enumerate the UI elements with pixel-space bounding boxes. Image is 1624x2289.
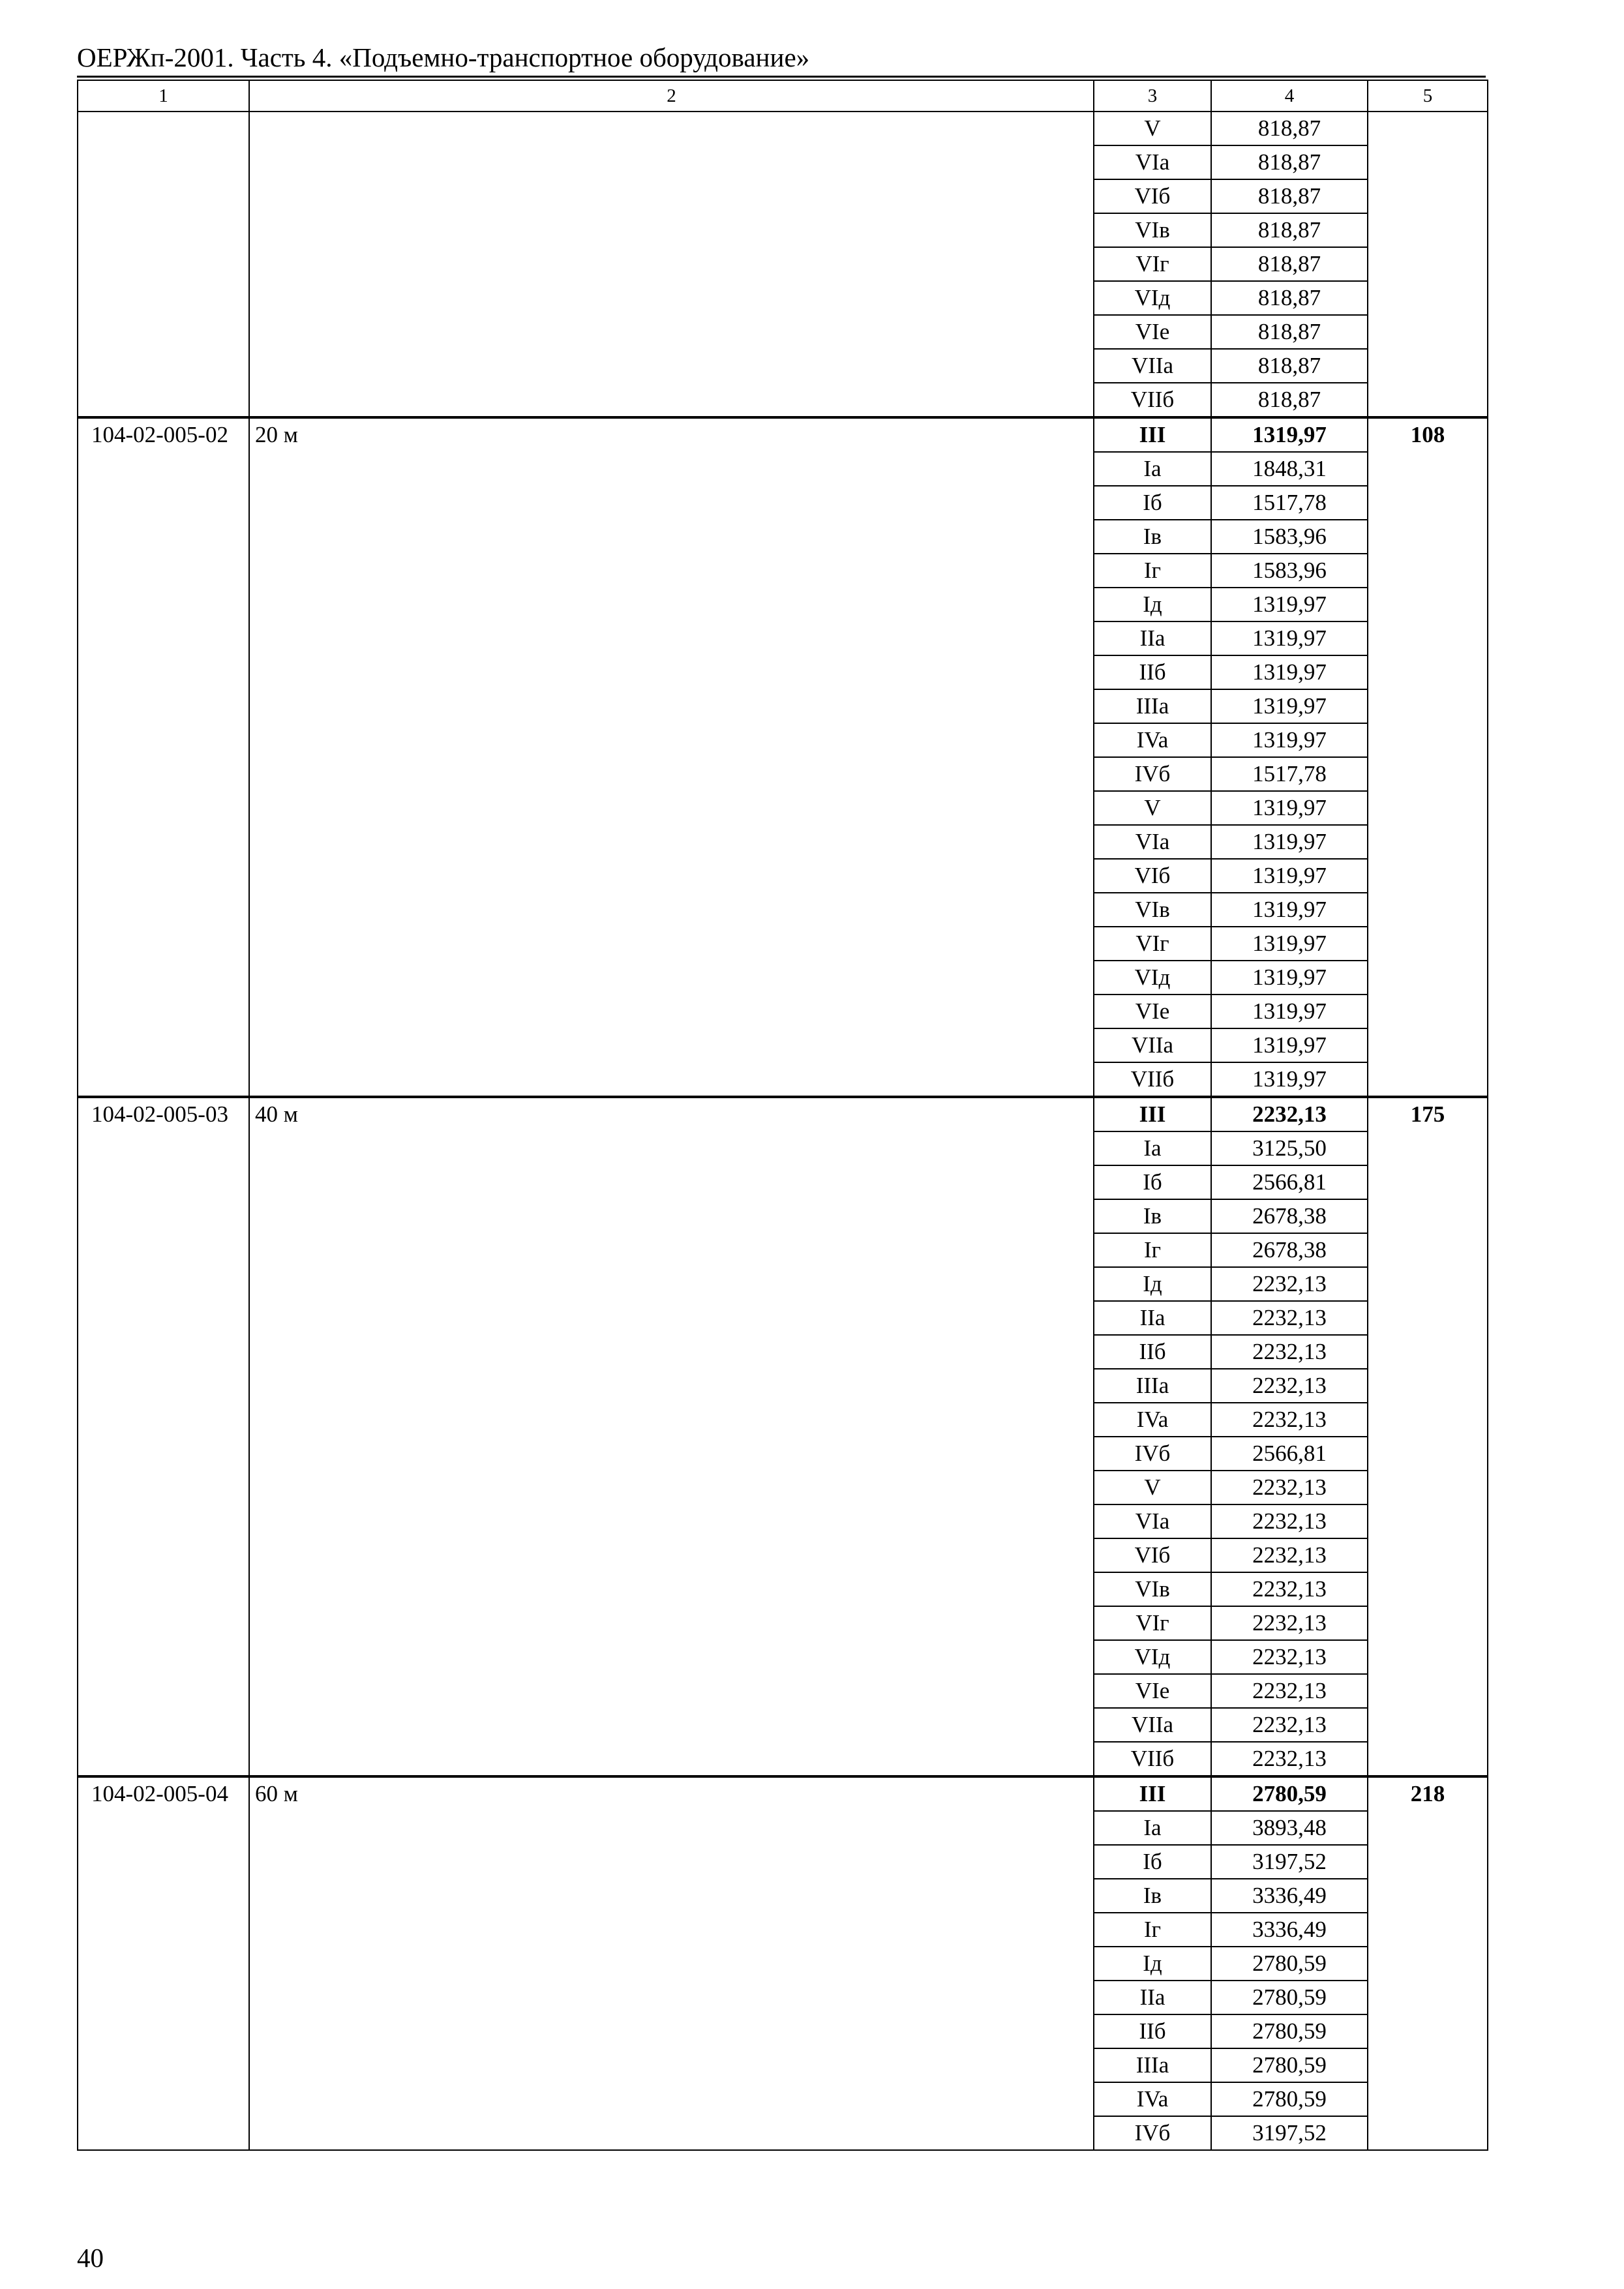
description-cell	[249, 112, 1094, 417]
price-cell: 2232,13	[1211, 1674, 1368, 1708]
region-cell: IVa	[1094, 1403, 1211, 1437]
description-cell: 60 м	[249, 1776, 1094, 2150]
price-cell: 1319,97	[1211, 1028, 1368, 1062]
region-cell: Ia	[1094, 1131, 1211, 1165]
region-cell: VIд	[1094, 281, 1211, 315]
price-cell: 2232,13	[1211, 1742, 1368, 1776]
price-cell: 1319,97	[1211, 417, 1368, 452]
region-cell: Iд	[1094, 588, 1211, 621]
price-cell: 1319,97	[1211, 927, 1368, 961]
price-cell: 1848,31	[1211, 452, 1368, 486]
price-cell: 2232,13	[1211, 1403, 1368, 1437]
price-cell: 818,87	[1211, 281, 1368, 315]
region-cell: Iв	[1094, 520, 1211, 554]
price-cell: 1319,97	[1211, 995, 1368, 1028]
region-cell: VIe	[1094, 315, 1211, 349]
price-cell: 3336,49	[1211, 1913, 1368, 1947]
region-cell: Iб	[1094, 1845, 1211, 1879]
region-cell: VIIa	[1094, 349, 1211, 383]
region-cell: Ia	[1094, 452, 1211, 486]
price-cell: 818,87	[1211, 247, 1368, 281]
price-cell: 2232,13	[1211, 1301, 1368, 1335]
price-cell: 2780,59	[1211, 2082, 1368, 2116]
page-number: 40	[77, 2243, 104, 2273]
code-cell: 104-02-005-04	[78, 1776, 249, 2150]
region-cell: VIa	[1094, 825, 1211, 859]
region-cell: VIг	[1094, 247, 1211, 281]
price-cell: 1319,97	[1211, 893, 1368, 927]
price-cell: 2566,81	[1211, 1437, 1368, 1471]
region-cell: IIб	[1094, 655, 1211, 689]
price-cell: 1319,97	[1211, 961, 1368, 995]
table-row	[78, 1097, 1488, 1131]
region-cell: V	[1094, 112, 1211, 145]
price-cell: 2232,13	[1211, 1267, 1368, 1301]
region-cell: VIв	[1094, 893, 1211, 927]
price-cell: 1319,97	[1211, 859, 1368, 893]
region-cell: Ia	[1094, 1811, 1211, 1845]
price-cell: 1319,97	[1211, 689, 1368, 723]
region-cell: VIд	[1094, 1640, 1211, 1674]
region-cell: VIIб	[1094, 1062, 1211, 1097]
region-cell: Iб	[1094, 486, 1211, 520]
price-cell: 2232,13	[1211, 1708, 1368, 1742]
price-cell: 818,87	[1211, 315, 1368, 349]
region-cell: VIe	[1094, 1674, 1211, 1708]
price-cell: 2780,59	[1211, 2014, 1368, 2048]
labor-cell: 175	[1368, 1097, 1488, 1776]
price-cell: 818,87	[1211, 349, 1368, 383]
region-cell: V	[1094, 1471, 1211, 1504]
price-cell: 2780,59	[1211, 1981, 1368, 2014]
region-cell: Iг	[1094, 554, 1211, 588]
price-cell: 2780,59	[1211, 1776, 1368, 1811]
table-row	[78, 417, 1488, 452]
description-cell: 40 м	[249, 1097, 1094, 1776]
price-cell: 1319,97	[1211, 621, 1368, 655]
price-cell: 1319,97	[1211, 655, 1368, 689]
price-cell: 2232,13	[1211, 1504, 1368, 1538]
region-cell: IVa	[1094, 2082, 1211, 2116]
column-number-cell: 2	[249, 80, 1094, 112]
region-cell: VIб	[1094, 859, 1211, 893]
region-cell: III	[1094, 1776, 1211, 1811]
price-cell: 2232,13	[1211, 1335, 1368, 1369]
price-cell: 2232,13	[1211, 1606, 1368, 1640]
region-cell: Iд	[1094, 1947, 1211, 1981]
region-cell: VIe	[1094, 995, 1211, 1028]
region-cell: IIa	[1094, 1981, 1211, 2014]
price-cell: 1319,97	[1211, 825, 1368, 859]
region-cell: III	[1094, 417, 1211, 452]
price-cell: 1319,97	[1211, 723, 1368, 757]
region-cell: VIб	[1094, 179, 1211, 213]
column-number-cell: 5	[1368, 80, 1488, 112]
price-cell: 3336,49	[1211, 1879, 1368, 1913]
price-cell: 818,87	[1211, 383, 1368, 417]
region-cell: VIa	[1094, 1504, 1211, 1538]
price-cell: 818,87	[1211, 213, 1368, 247]
region-cell: IVб	[1094, 2116, 1211, 2150]
region-cell: V	[1094, 791, 1211, 825]
price-cell: 3125,50	[1211, 1131, 1368, 1165]
price-cell: 2678,38	[1211, 1199, 1368, 1233]
region-cell: VIб	[1094, 1538, 1211, 1572]
price-cell: 2232,13	[1211, 1538, 1368, 1572]
price-cell: 2780,59	[1211, 1947, 1368, 1981]
region-cell: Iг	[1094, 1233, 1211, 1267]
labor-cell	[1368, 112, 1488, 417]
region-cell: Iв	[1094, 1199, 1211, 1233]
price-cell: 3197,52	[1211, 2116, 1368, 2150]
region-cell: VIг	[1094, 927, 1211, 961]
region-cell: Iб	[1094, 1165, 1211, 1199]
column-number-cell: 4	[1211, 80, 1368, 112]
page-header-title: ОЕРЖп-2001. Часть 4. «Подъемно-транспортное оборудование»	[77, 42, 810, 72]
price-cell: 818,87	[1211, 179, 1368, 213]
price-cell: 2780,59	[1211, 2048, 1368, 2082]
code-cell: 104-02-005-03	[78, 1097, 249, 1776]
region-cell: Iд	[1094, 1267, 1211, 1301]
region-cell: IIIa	[1094, 1369, 1211, 1403]
code-cell: 104-02-005-02	[78, 417, 249, 1097]
price-table	[77, 80, 1488, 2151]
region-cell: Iв	[1094, 1879, 1211, 1913]
price-cell: 1319,97	[1211, 791, 1368, 825]
price-cell: 2232,13	[1211, 1369, 1368, 1403]
price-cell: 2678,38	[1211, 1233, 1368, 1267]
region-cell: Iг	[1094, 1913, 1211, 1947]
price-cell: 2232,13	[1211, 1471, 1368, 1504]
column-number-row	[78, 80, 1488, 112]
price-cell: 2566,81	[1211, 1165, 1368, 1199]
region-cell: IVб	[1094, 757, 1211, 791]
region-cell: IVб	[1094, 1437, 1211, 1471]
price-table-body	[78, 80, 1488, 2150]
region-cell: III	[1094, 1097, 1211, 1131]
region-cell: IIa	[1094, 621, 1211, 655]
region-cell: IVa	[1094, 723, 1211, 757]
column-number-cell: 1	[78, 80, 249, 112]
region-cell: VIв	[1094, 1572, 1211, 1606]
region-cell: VIIa	[1094, 1028, 1211, 1062]
price-cell: 1517,78	[1211, 486, 1368, 520]
price-cell: 3197,52	[1211, 1845, 1368, 1879]
labor-cell: 108	[1368, 417, 1488, 1097]
header-rule	[77, 76, 1486, 78]
code-cell	[78, 112, 249, 417]
price-cell: 1319,97	[1211, 588, 1368, 621]
description-cell: 20 м	[249, 417, 1094, 1097]
region-cell: VIIб	[1094, 1742, 1211, 1776]
price-cell: 818,87	[1211, 145, 1368, 179]
price-cell: 3893,48	[1211, 1811, 1368, 1845]
region-cell: VIв	[1094, 213, 1211, 247]
price-cell: 1517,78	[1211, 757, 1368, 791]
region-cell: IIa	[1094, 1301, 1211, 1335]
region-cell: VIIa	[1094, 1708, 1211, 1742]
region-cell: IIб	[1094, 2014, 1211, 2048]
price-cell: 1583,96	[1211, 554, 1368, 588]
region-cell: IIIa	[1094, 689, 1211, 723]
column-number-cell: 3	[1094, 80, 1211, 112]
region-cell: VIг	[1094, 1606, 1211, 1640]
region-cell: VIa	[1094, 145, 1211, 179]
price-cell: 1583,96	[1211, 520, 1368, 554]
table-row	[78, 112, 1488, 145]
region-cell: VIIб	[1094, 383, 1211, 417]
region-cell: VIд	[1094, 961, 1211, 995]
region-cell: IIIa	[1094, 2048, 1211, 2082]
price-cell: 2232,13	[1211, 1097, 1368, 1131]
price-cell: 2232,13	[1211, 1640, 1368, 1674]
table-row	[78, 1776, 1488, 1811]
price-cell: 2232,13	[1211, 1572, 1368, 1606]
price-cell: 1319,97	[1211, 1062, 1368, 1097]
price-cell: 818,87	[1211, 112, 1368, 145]
labor-cell: 218	[1368, 1776, 1488, 2150]
region-cell: IIб	[1094, 1335, 1211, 1369]
